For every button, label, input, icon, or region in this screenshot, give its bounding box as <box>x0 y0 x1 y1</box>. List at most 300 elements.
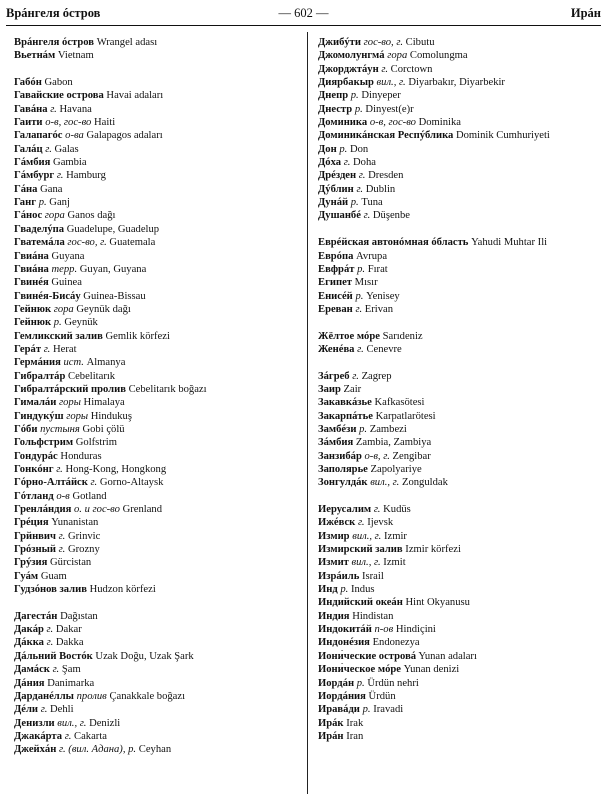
entry-russian: Заполярье <box>318 464 368 475</box>
dictionary-entry <box>14 183 302 196</box>
entry-abbreviation: вил., г. <box>57 717 87 729</box>
entry-russian: Зáгреб <box>318 370 350 382</box>
entry-abbreviation: гос-во, г. <box>67 237 107 249</box>
dictionary-entry <box>14 303 302 316</box>
entry-russian: Грýзия <box>14 557 48 569</box>
entry-turkish: Zambia, Zambiya <box>355 437 432 449</box>
entry-turkish: Dinyeper <box>361 90 401 102</box>
entry-turkish: Guadelupe, Guadelup <box>66 223 160 235</box>
entry-russian: Денизли <box>14 717 55 729</box>
entry-abbreviation: г. <box>357 343 364 355</box>
entry-russian: Габóн <box>14 77 42 89</box>
entry-turkish: Ürdün nehri <box>367 677 419 689</box>
dictionary-entry <box>14 290 302 303</box>
entry-turkish: Geynük dağı <box>76 303 131 315</box>
entry-russian: Иордáния <box>318 690 366 702</box>
entry-turkish: Cenevre <box>366 343 402 355</box>
entry-abbreviation: о-в, г. <box>364 450 390 462</box>
dictionary-entry <box>14 703 302 716</box>
entry-abbreviation: г. <box>45 143 52 155</box>
entry-russian: Гáмбург <box>14 170 55 182</box>
entry-russian: Дáльний Востóк <box>14 650 93 662</box>
entry-russian: Гибралтáрский пролив <box>14 383 126 395</box>
entry-russian: Гватемáла <box>14 237 65 249</box>
entry-abbreviation: г. <box>52 664 60 676</box>
entry-turkish: Cebelitarık boğazı <box>128 383 207 395</box>
entry-russian: Гибралтáр <box>14 370 66 382</box>
entry-russian: Дарданéллы <box>14 690 74 702</box>
entry-turkish: Dakka <box>55 637 84 649</box>
entry-russian: Гóби <box>14 423 38 435</box>
entry-russian: Гвинéя-Бисáу <box>14 290 81 302</box>
entry-turkish: Ganos dağı <box>67 210 116 222</box>
entry-turkish: Yunan denizi <box>403 664 460 676</box>
dictionary-entry <box>14 556 302 569</box>
entry-abbreviation: г. <box>363 210 371 222</box>
entry-abbreviation: г. <box>357 517 365 529</box>
dictionary-entry <box>318 183 606 196</box>
entry-turkish: Geynük <box>64 317 98 329</box>
dictionary-entry <box>318 169 606 182</box>
entry-turkish: Gobi çölü <box>82 423 125 435</box>
dictionary-entry <box>14 677 302 690</box>
entry-turkish: Havana <box>59 103 92 115</box>
dictionary-entry <box>14 663 302 676</box>
entry-turkish: Wrangel adası <box>96 37 158 48</box>
dictionary-entry <box>14 543 302 556</box>
dictionary-entry <box>14 156 302 169</box>
dictionary-entry <box>318 156 606 169</box>
entry-russian: Доминикáнская Респýблика <box>318 130 454 142</box>
entry-russian: Дéли <box>14 704 39 716</box>
dictionary-entry <box>318 410 606 423</box>
entry-russian: Гвиáна <box>14 263 49 275</box>
entry-turkish: Gabon <box>44 77 73 89</box>
dictionary-entry <box>318 396 606 409</box>
dictionary-entry <box>14 410 302 423</box>
entry-russian: Гималáи <box>14 397 57 409</box>
entry-turkish: Gemlik körfezi <box>105 330 170 342</box>
dictionary-entry <box>318 383 606 396</box>
entry-abbreviation: р. <box>359 423 368 435</box>
entry-turkish: Hindukuş <box>90 410 132 422</box>
entry-turkish: Dublin <box>365 183 396 195</box>
entry-russian: Иони́ческие островá <box>318 650 417 662</box>
entry-turkish: Golfstrim <box>75 437 117 449</box>
dictionary-entry <box>14 690 302 703</box>
entry-abbreviation: г. <box>343 157 351 169</box>
entry-abbreviation: вил., г. <box>376 77 406 89</box>
dictionary-entry <box>318 436 606 449</box>
entry-turkish: Yahudi Muhtar Ili <box>471 237 548 249</box>
dictionary-entry <box>318 196 606 209</box>
entry-russian: Днепр <box>318 90 349 102</box>
entry-turkish: Iravadi <box>373 704 404 716</box>
entry-russian: Иони́ческое мóре <box>318 664 401 676</box>
entry-russian: Женéва <box>318 343 355 355</box>
entry-russian: Герáт <box>14 343 42 355</box>
entry-russian: Доминика <box>318 117 368 129</box>
dictionary-entry <box>14 143 302 156</box>
entry-turkish: Dinyest(e)r <box>365 103 414 115</box>
entry-abbreviation: р. <box>354 103 363 115</box>
entry-turkish: Indus <box>350 584 375 596</box>
dictionary-entry <box>14 263 302 276</box>
entry-turkish: Denizli <box>89 717 121 729</box>
entry-abbreviation: п-ов <box>374 624 394 636</box>
dictionary-entry <box>14 490 302 503</box>
entry-abbreviation: г. <box>40 704 48 716</box>
entry-turkish: Zonguldak <box>401 477 448 489</box>
dictionary-entry <box>14 356 302 369</box>
dictionary-entry <box>14 223 302 236</box>
dictionary-entry <box>14 316 302 329</box>
entry-russian: Галапагóс <box>14 130 63 142</box>
entry-turkish: Dakar <box>55 624 82 636</box>
entry-russian: Гвиáна <box>14 250 49 262</box>
dictionary-entry <box>318 650 606 663</box>
dictionary-entry <box>318 236 606 249</box>
dictionary-entry <box>14 516 302 529</box>
entry-russian: Индия <box>318 610 350 622</box>
dictionary-entry <box>318 263 606 276</box>
dictionary-entry <box>318 303 606 316</box>
entry-turkish: Gotland <box>72 490 107 502</box>
entry-russian: Гиндукýш <box>14 410 64 422</box>
entry-turkish: Grozny <box>67 544 100 556</box>
dictionary-entry <box>14 570 302 583</box>
entry-abbreviation: вил., г. <box>351 557 381 569</box>
entry-russian: Днестр <box>318 103 353 115</box>
entry-russian: Галáц <box>14 143 43 155</box>
entry-russian: Гондурáс <box>14 450 58 462</box>
entry-turkish: Izmir <box>383 530 407 542</box>
entry-abbreviation: терр. <box>51 263 78 275</box>
dictionary-entry <box>318 556 606 569</box>
entry-abbreviation: гос-во, г. <box>363 37 403 48</box>
dictionary-entry <box>318 423 606 436</box>
entry-turkish: Gorno-Altaysk <box>99 477 164 489</box>
entry-turkish: Diyarbakır, Diyarbekir <box>408 77 505 89</box>
dictionary-entry <box>318 476 606 489</box>
dictionary-entry <box>318 610 606 623</box>
left-column <box>14 36 302 757</box>
entry-turkish: Dominika <box>418 117 461 129</box>
entry-abbreviation: г. <box>358 170 366 182</box>
entry-turkish: Yunanistan <box>51 517 99 529</box>
entry-russian: Джибýти <box>318 37 361 48</box>
entry-russian: Гермáния <box>14 357 61 369</box>
dictionary-entry <box>318 690 606 703</box>
entry-turkish: Dehli <box>50 704 74 716</box>
dictionary-entry <box>318 623 606 636</box>
entry-turkish: Grinvic <box>67 530 101 542</box>
entry-russian: Врáнгеля óстров <box>14 37 95 48</box>
dictionary-entry <box>318 343 606 356</box>
entry-russian: Душанбé <box>318 210 361 222</box>
dictionary-entry <box>318 290 606 303</box>
entry-abbreviation: г. <box>90 477 98 489</box>
entry-russian: Индонéзия <box>318 637 370 649</box>
dictionary-entry <box>318 516 606 529</box>
dictionary-entry <box>318 570 606 583</box>
entry-russian: Дáния <box>14 677 45 689</box>
entry-russian: Гавáна <box>14 103 48 115</box>
entry-russian: Заир <box>318 383 341 395</box>
entry-abbreviation: гора <box>53 303 74 315</box>
entry-turkish: Dominik Cumhuriyeti <box>455 130 550 142</box>
entry-russian: Гемликский залив <box>14 330 103 342</box>
entry-russian: Гóрно-Алтáйск <box>14 477 88 489</box>
entry-turkish: Herat <box>53 343 77 355</box>
entry-russian: Гуáм <box>14 570 39 582</box>
entry-turkish: Havai adaları <box>106 90 164 102</box>
entry-russian: Енисéй <box>318 290 353 302</box>
entry-russian: Гудзóнов залив <box>14 584 87 596</box>
entry-russian: Замбéзи <box>318 423 357 435</box>
dictionary-entry <box>318 89 606 102</box>
dictionary-entry <box>318 250 606 263</box>
entry-abbreviation: г. <box>50 103 57 115</box>
entry-turkish: Doha <box>353 157 376 169</box>
entry-abbreviation: о-в, гос-во <box>45 117 92 129</box>
entry-russian: Ижéвск <box>318 517 356 529</box>
entry-turkish: Endonezya <box>372 637 420 649</box>
entry-turkish: Honduras <box>60 450 102 462</box>
entry-russian: Дамáск <box>14 664 50 676</box>
entry-turkish: Mısır <box>354 277 378 289</box>
entry-russian: Гейнюк <box>14 303 52 315</box>
entry-abbreviation: вил., г. <box>352 530 382 542</box>
dictionary-entry <box>318 583 606 596</box>
entry-turkish: Israil <box>362 570 384 582</box>
entry-abbreviation: о. и гос-во <box>73 504 120 516</box>
entry-turkish: Ceyhan <box>138 744 172 756</box>
entry-turkish: Cakarta <box>74 730 107 742</box>
entry-turkish: Zair <box>343 383 362 395</box>
dictionary-entry <box>318 49 606 62</box>
entry-abbreviation: р. <box>355 290 364 302</box>
dictionary-entry <box>14 36 302 49</box>
entry-russian: Индийский океáн <box>318 597 403 609</box>
page-number: — 602 — <box>278 6 329 20</box>
dictionary-entry <box>14 423 302 436</box>
entry-russian: Закарпáтье <box>318 410 373 422</box>
entry-russian: Инд <box>318 584 338 596</box>
dictionary-entry <box>318 209 606 222</box>
entry-russian: Джейхáн <box>14 744 57 756</box>
dictionary-entry <box>318 450 606 463</box>
entry-abbreviation: р. <box>356 677 365 689</box>
entry-turkish: Hudzon körfezi <box>89 584 156 596</box>
entry-russian: Гаити <box>14 117 43 129</box>
entry-turkish: Galas <box>54 143 79 155</box>
dictionary-entry <box>14 623 302 636</box>
dictionary-entry <box>14 370 302 383</box>
entry-russian: Иордáн <box>318 677 355 689</box>
entry-russian: Иравáди <box>318 704 360 716</box>
entry-russian: Ганг <box>14 197 37 209</box>
right-column <box>318 36 606 743</box>
entry-turkish: Gürcistan <box>50 557 92 569</box>
entry-turkish: Gana <box>40 183 63 195</box>
entry-abbreviation: г. <box>355 303 363 315</box>
entry-abbreviation: г. (вил. Адана), р. <box>59 744 137 756</box>
entry-abbreviation: вил., г. <box>370 477 400 489</box>
entry-russian: Дунáй <box>318 197 349 209</box>
entry-russian: Зонгулдáк <box>318 477 368 489</box>
dictionary-entry <box>14 530 302 543</box>
entry-abbreviation: о-в <box>56 490 70 502</box>
entry-russian: Евфрáт <box>318 263 355 275</box>
entry-russian: Гáмбия <box>14 157 51 169</box>
entry-russian: Ирáн <box>318 730 344 742</box>
entry-russian: Гренлáндия <box>14 504 72 516</box>
entry-abbreviation: ист. <box>63 357 84 369</box>
entry-turkish: Grenland <box>122 504 163 516</box>
dictionary-entry <box>14 717 302 730</box>
entry-abbreviation: горы <box>58 397 81 409</box>
dictionary-entry <box>14 209 302 222</box>
dictionary-entry <box>14 236 302 249</box>
dictionary-entry <box>318 677 606 690</box>
entry-russian: Индокитáй <box>318 624 372 636</box>
entry-abbreviation: гора <box>387 50 408 62</box>
entry-russian: Жёлтое мóре <box>318 330 380 342</box>
dictionary-entry <box>14 250 302 263</box>
dictionary-entry <box>14 89 302 102</box>
entry-russian: Ирáк <box>318 717 344 729</box>
dictionary-entry <box>14 169 302 182</box>
entry-turkish: Kafkasötesi <box>374 397 425 409</box>
entry-russian: Еврéйская автонóмная óбласть <box>318 237 469 249</box>
dictionary-entry <box>14 76 302 89</box>
entry-turkish: Kudüs <box>383 504 411 516</box>
dictionary-entry <box>14 196 302 209</box>
dictionary-entry <box>14 103 302 116</box>
entry-abbreviation: г. <box>46 637 54 649</box>
entry-abbreviation: г. <box>58 530 66 542</box>
entry-turkish: Almanya <box>86 357 126 369</box>
entry-turkish: Iran <box>346 730 364 742</box>
entry-russian: Диярбакыр <box>318 77 374 89</box>
entry-turkish: Dresden <box>368 170 404 182</box>
entry-russian: Дагестáн <box>14 610 58 622</box>
entry-russian: Гáнос <box>14 210 43 222</box>
entry-turkish: Hong-Kong, Hongkong <box>65 464 167 475</box>
entry-abbreviation: г. <box>56 170 64 182</box>
dictionary-entry <box>318 717 606 730</box>
entry-russian: Зáмбия <box>318 437 354 449</box>
entry-russian: Изрáиль <box>318 570 360 582</box>
entry-turkish: Uzak Doğu, Uzak Şark <box>95 650 194 662</box>
entry-turkish: Vietnam <box>57 50 94 62</box>
dictionary-entry <box>318 63 606 76</box>
entry-turkish: Dağıstan <box>60 610 98 622</box>
dictionary-entry <box>318 276 606 289</box>
entry-russian: Джорджтáун <box>318 63 379 75</box>
entry-turkish: Zambezi <box>369 423 407 435</box>
entry-russian: Дрéзден <box>318 170 357 182</box>
entry-russian: Джакáрта <box>14 730 63 742</box>
dictionary-entry <box>14 503 302 516</box>
entry-turkish: Ganj <box>49 197 70 209</box>
dictionary-entry <box>318 463 606 476</box>
dictionary-entry <box>14 436 302 449</box>
entry-abbreviation: горы <box>66 410 89 422</box>
entry-turkish: Hint Okyanusu <box>405 597 470 609</box>
running-head-left: Врáнгеля óстров <box>6 6 101 20</box>
dictionary-entry <box>14 276 302 289</box>
entry-turkish: Galapagos adaları <box>86 130 163 142</box>
running-head-right: Ирáн <box>570 6 601 20</box>
entry-russian: Гавайские острова <box>14 90 104 102</box>
entry-turkish: Guyana <box>51 250 85 262</box>
dictionary-entry <box>318 143 606 156</box>
dictionary-entry <box>318 596 606 609</box>
dictionary-entry <box>14 730 302 743</box>
dictionary-entry <box>14 116 302 129</box>
dictionary-entry <box>14 636 302 649</box>
entry-russian: Измирский залив <box>318 544 403 556</box>
entry-abbreviation: г. <box>56 464 63 475</box>
column-divider <box>307 32 308 794</box>
entry-russian: Гольфстрим <box>14 437 74 449</box>
entry-turkish: Tuna <box>361 197 383 209</box>
dictionary-entry <box>14 583 302 596</box>
entry-russian: Гонкóнг <box>14 464 54 475</box>
entry-abbreviation: р. <box>340 584 349 596</box>
entry-russian: Грéция <box>14 517 49 529</box>
entry-abbreviation: пустыня <box>40 423 80 435</box>
entry-abbreviation: р. <box>350 197 359 209</box>
entry-russian: Дакáр <box>14 624 44 636</box>
entry-russian: Дóха <box>318 157 342 169</box>
entry-russian: Ереван <box>318 303 353 315</box>
entry-turkish: Karpatlarötesi <box>375 410 436 422</box>
entry-abbreviation: р. <box>53 317 62 329</box>
entry-abbreviation: о-в, гос-во <box>369 117 416 129</box>
entry-russian: Измит <box>318 557 349 569</box>
entry-turkish: Hindiçini <box>395 624 436 636</box>
entry-russian: Дон <box>318 143 337 155</box>
entry-abbreviation: р. <box>350 90 359 102</box>
entry-turkish: Yunan adaları <box>418 650 477 662</box>
entry-abbreviation: г. <box>43 343 51 355</box>
entry-abbreviation: гора <box>44 210 65 222</box>
entry-abbreviation: г. <box>356 183 364 195</box>
dictionary-entry <box>14 610 302 623</box>
dictionary-entry <box>14 396 302 409</box>
entry-turkish: Guinea-Bissau <box>83 290 146 302</box>
entry-russian: Гáна <box>14 183 38 195</box>
entry-abbreviation: г. <box>64 730 72 742</box>
entry-turkish: Hamburg <box>66 170 106 182</box>
dictionary-entry <box>14 129 302 142</box>
entry-abbreviation: г. <box>381 63 389 75</box>
dictionary-entry <box>318 330 606 343</box>
dictionary-entry <box>318 36 606 49</box>
dictionary-entry <box>318 116 606 129</box>
entry-russian: Грйнвич <box>14 530 56 542</box>
dictionary-entry <box>14 330 302 343</box>
dictionary-entry <box>318 636 606 649</box>
entry-abbreviation: пролив <box>76 690 107 702</box>
entry-turkish: Yenisey <box>366 290 400 302</box>
dictionary-entry <box>318 543 606 556</box>
entry-turkish: Ijevsk <box>367 517 394 529</box>
entry-russian: Джомолунгмá <box>318 50 385 62</box>
